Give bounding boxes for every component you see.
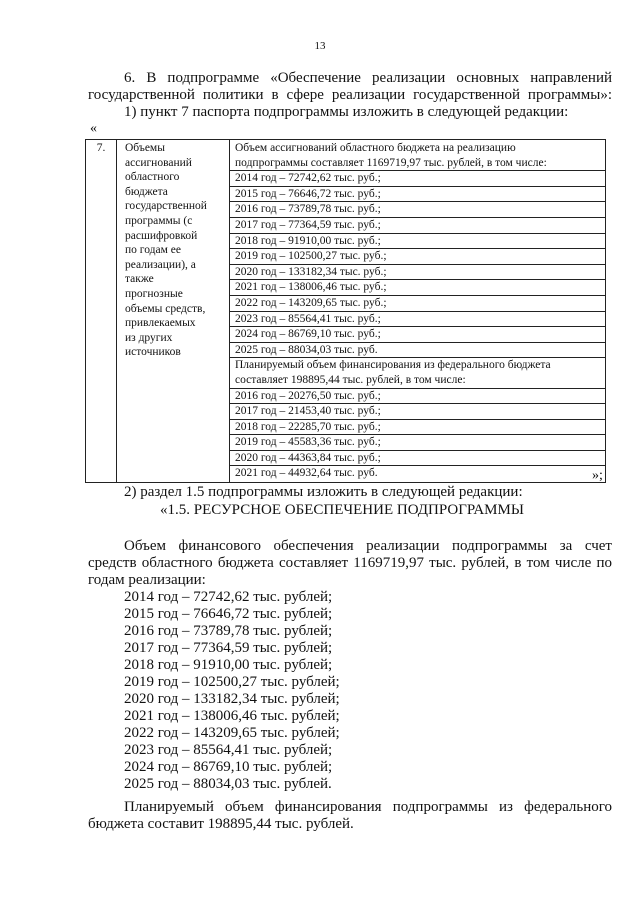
regional-year-line: 2016 год – 73789,78 тыс. руб.; [230, 202, 605, 218]
list-item: 2023 год – 85564,41 тыс. рублей; [124, 742, 333, 758]
list-item: 2017 год – 77364,59 тыс. рублей; [124, 640, 333, 656]
intro-line-3: 1) пункт 7 паспорта подпрограммы изложить в следующей редакции: [124, 104, 569, 120]
regional-header-line: Объем ассигнований областного бюджета на реализацию [235, 142, 516, 154]
quote-open: « [90, 121, 97, 136]
label-line: программы (с [125, 214, 193, 227]
regional-year-line: 2014 год – 72742,62 тыс. руб.; [230, 171, 605, 187]
label-line: расшифровкой [125, 229, 198, 242]
list-item: 2024 год – 86769,10 тыс. рублей; [124, 759, 333, 775]
para1-line-3: годам реализации: [88, 572, 206, 588]
federal-year-line: 2019 год – 45583,36 тыс. руб.; [230, 435, 605, 451]
regional-year-line: 2017 год – 77364,59 тыс. руб.; [230, 218, 605, 234]
federal-year-line: 2017 год – 21453,40 тыс. руб.; [230, 404, 605, 420]
label-line: по годам ее [125, 244, 181, 257]
federal-year-line: 2018 год – 22285,70 тыс. руб.; [230, 420, 605, 436]
federal-year-line: 2021 год – 44932,64 тыс. руб. [235, 467, 378, 480]
list-item: 2022 год – 143209,65 тыс. рублей; [124, 725, 340, 741]
regional-year-line: 2020 год – 133182,34 тыс. руб.; [230, 265, 605, 281]
list-item: 2016 год – 73789,78 тыс. рублей; [124, 623, 333, 639]
regional-year-line: 2022 год – 143209,65 тыс. руб.; [230, 296, 605, 312]
list-item: 2025 год – 88034,03 тыс. рублей. [124, 776, 332, 792]
regional-header-line: подпрограммы составляет 1169719,97 тыс. рублей, в том числе: [230, 156, 605, 172]
federal-year-line: 2016 год – 20276,50 тыс. руб.; [230, 389, 605, 405]
section2-line: 2) раздел 1.5 подпрограммы изложить в следующей редакции: [124, 484, 523, 500]
passport-table [85, 139, 606, 483]
regional-year-line: 2018 год – 91910,00 тыс. руб.; [230, 234, 605, 250]
budget-year-list [124, 589, 340, 793]
regional-year-line: 2023 год – 85564,41 тыс. руб.; [230, 312, 605, 328]
label-line: источников [125, 346, 181, 359]
row-number: 7. [86, 140, 117, 483]
federal-year-line: 2020 год – 44363,84 тыс. руб.; [230, 451, 605, 467]
label-line: реализации), а [125, 258, 196, 271]
label-line: также [125, 273, 154, 286]
para2-line-2: бюджета составит 198895,44 тыс. рублей. [88, 816, 354, 832]
label-line: государственной [125, 200, 207, 213]
list-item: 2019 год – 102500,27 тыс. рублей; [124, 674, 340, 690]
table-row [86, 140, 606, 483]
intro-line-1: 6. В подпрограмме «Обеспечение реализации основных направлений [124, 70, 612, 86]
regional-year-line: 2021 год – 138006,46 тыс. руб.; [230, 280, 605, 296]
page-number: 13 [314, 40, 326, 52]
list-item: 2020 год – 133182,34 тыс. рублей; [124, 691, 340, 707]
label-line: объемы средств, [125, 302, 206, 315]
list-item: 2014 год – 72742,62 тыс. рублей; [124, 589, 333, 605]
label-line: бюджета [125, 185, 168, 198]
regional-year-line: 2024 год – 86769,10 тыс. руб.; [230, 327, 605, 343]
label-line: прогнозные [125, 287, 183, 300]
label-line: ассигнований [125, 156, 192, 169]
regional-year-line: 2019 год – 102500,27 тыс. руб.; [230, 249, 605, 265]
label-line: областного [125, 171, 180, 184]
section-heading: «1.5. РЕСУРСНОЕ ОБЕСПЕЧЕНИЕ ПОДПРОГРАММЫ [160, 502, 524, 518]
para1-line-1: Объем финансового обеспечения реализации подпрограммы за счет [124, 538, 612, 554]
label-line: привлекаемых [125, 317, 196, 330]
label-line: из других [125, 331, 173, 344]
list-item: 2015 год – 76646,72 тыс. рублей; [124, 606, 333, 622]
federal-header-line: составляет 198895,44 тыс. рублей, в том числе: [230, 373, 605, 389]
list-item: 2018 год – 91910,00 тыс. рублей; [124, 657, 333, 673]
federal-header-line: Планируемый объем финансирования из федерального бюджета [235, 359, 551, 372]
regional-year-line: 2025 год – 88034,03 тыс. руб. [230, 343, 605, 359]
intro-line-2: государственной политики в сфере реализации государственной программы»: [88, 87, 612, 103]
list-item: 2021 год – 138006,46 тыс. рублей; [124, 708, 340, 724]
row-label [117, 140, 230, 483]
quote-close: »; [592, 468, 603, 483]
para1-line-2: средств областного бюджета составляет 1169719,97 тыс. рублей, в том числе по [88, 555, 612, 571]
label-line: Объемы [125, 142, 165, 154]
row-values [230, 140, 606, 483]
para2-line-1: Планируемый объем финансирования подпрограммы из федерального [124, 799, 612, 815]
regional-year-line: 2015 год – 76646,72 тыс. руб.; [230, 187, 605, 203]
